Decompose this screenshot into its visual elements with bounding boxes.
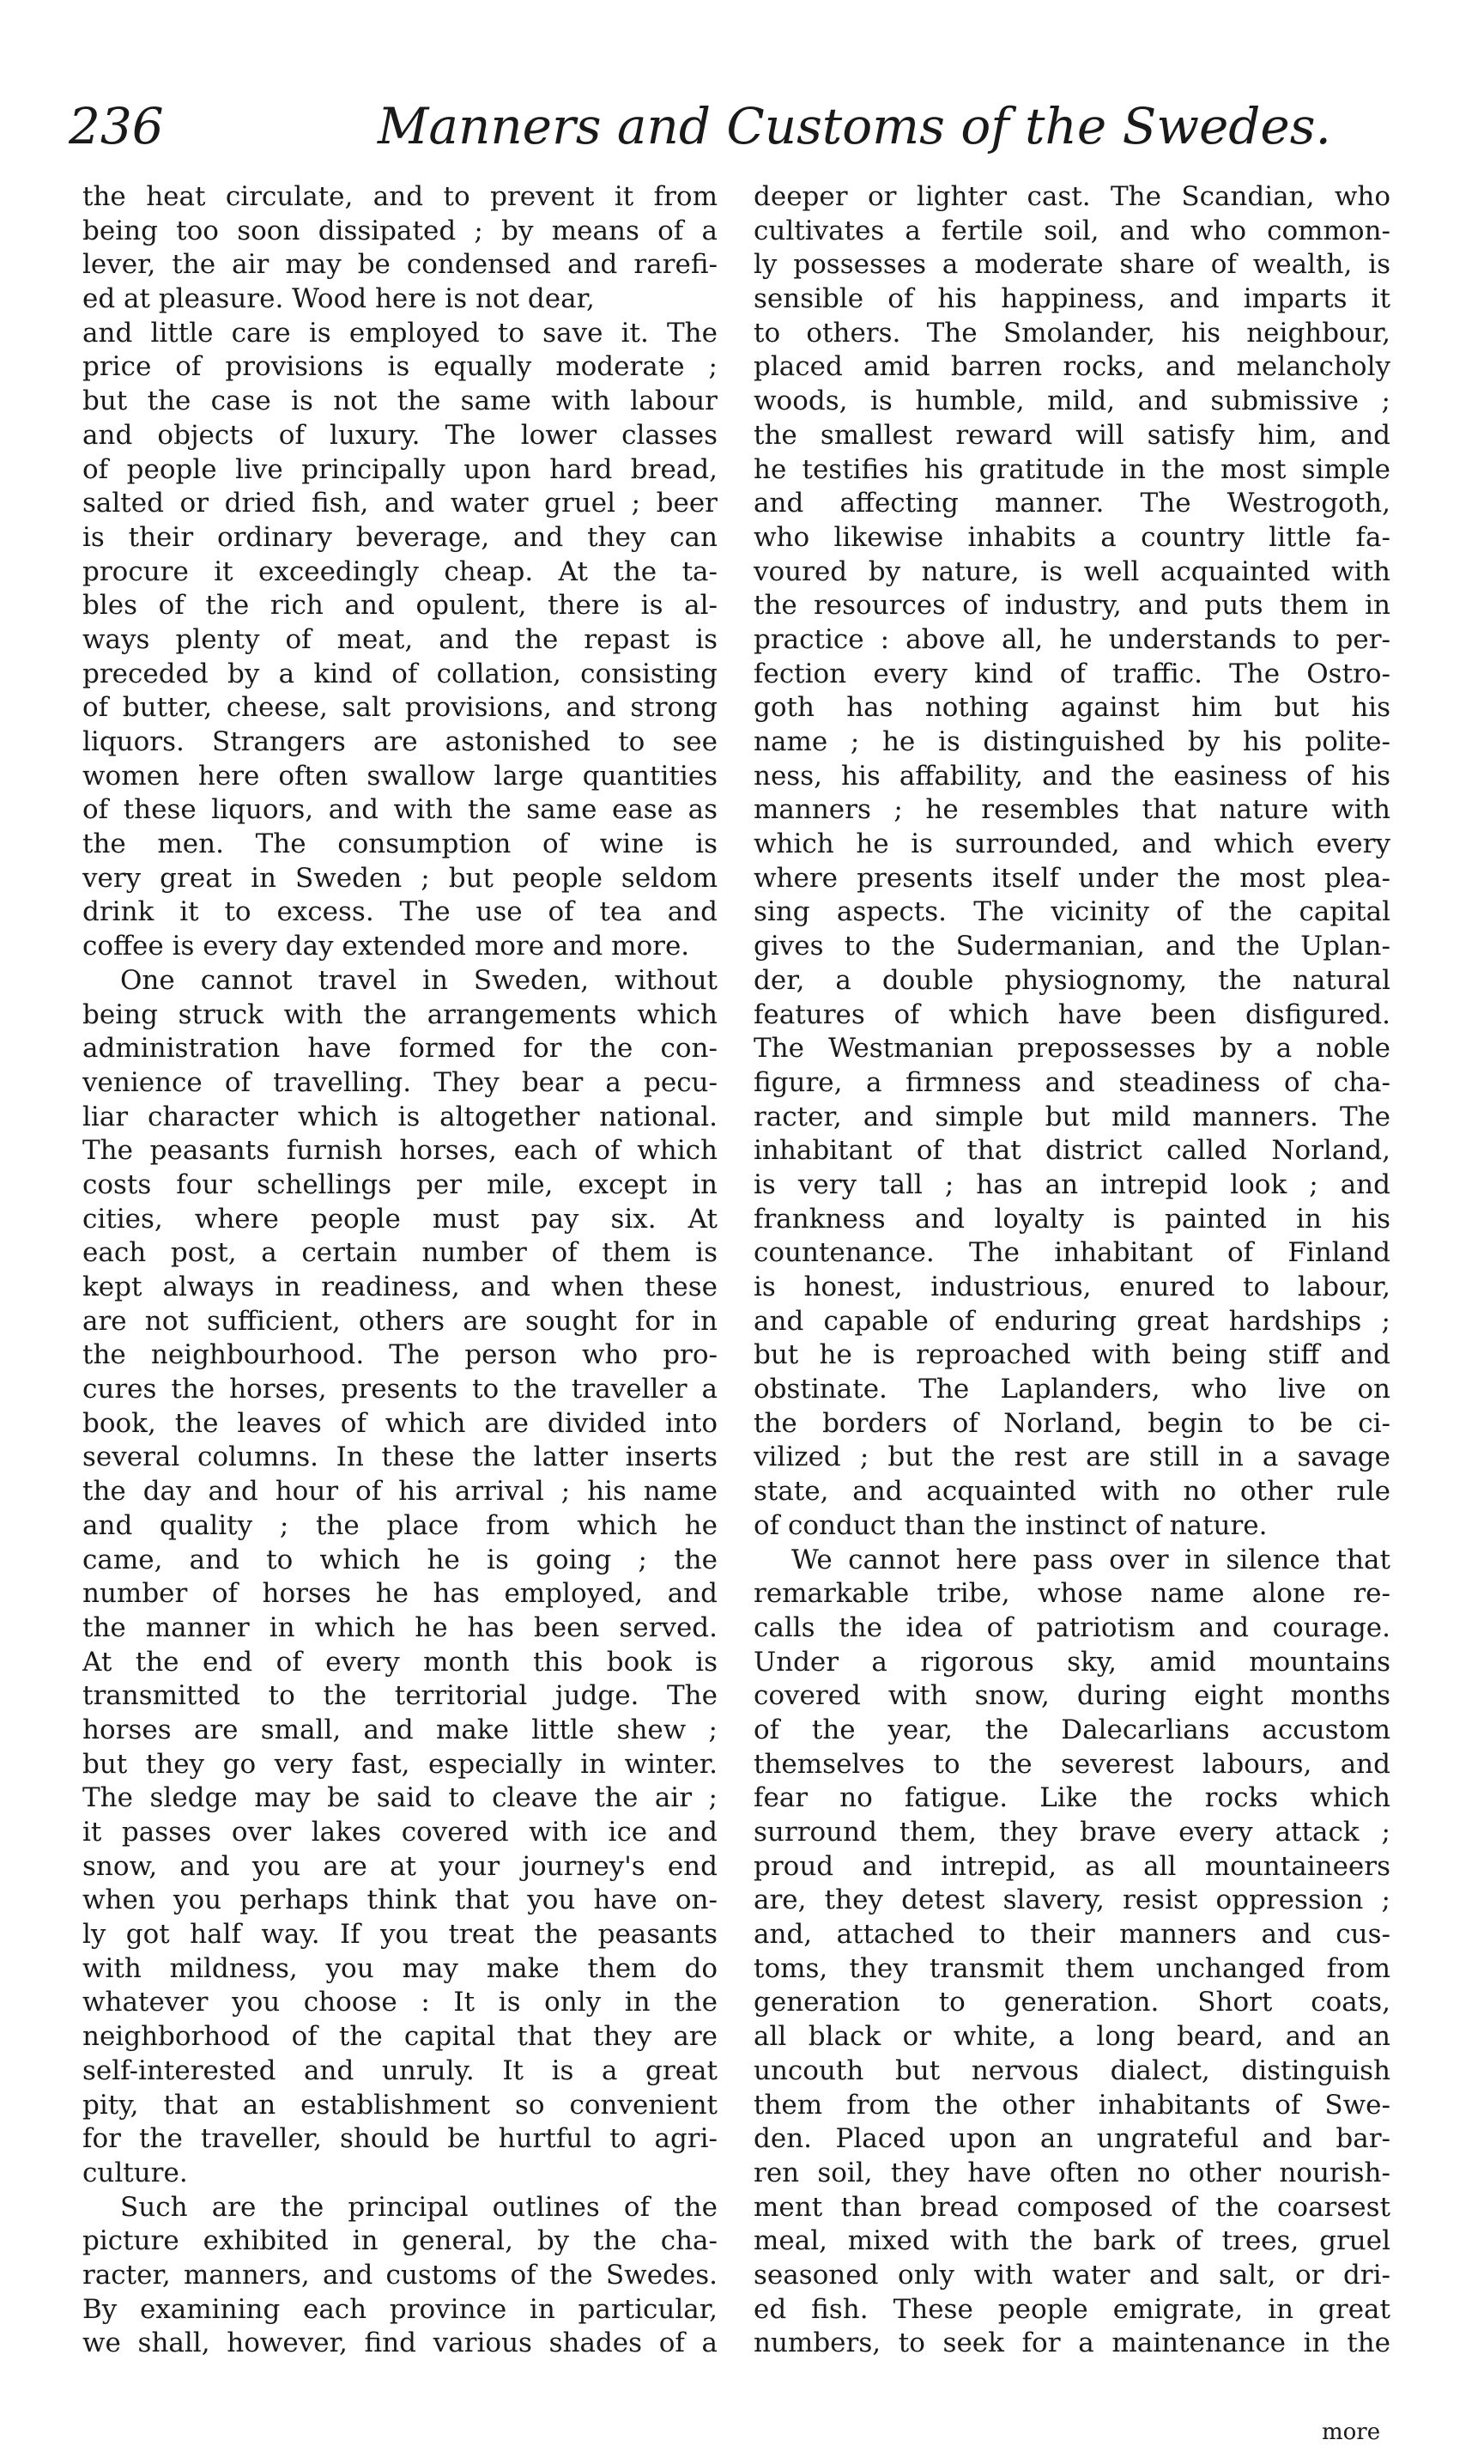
text-line: of these liquors, and with the same ease as [82, 794, 718, 826]
text-line: state, and acquainted with no other rule [754, 1476, 1390, 1508]
text-line: racter, manners, and customs of the Swedes. [82, 2259, 718, 2291]
text-line: horses are small, and make little shew ; [82, 1714, 718, 1745]
running-title: Manners and Customs of the Swedes. [378, 97, 1331, 155]
page-number: 236 [69, 97, 164, 155]
text-line: themselves to the severest labours, and [754, 1748, 1390, 1780]
text-line: voured by nature, is well acquainted with [754, 555, 1390, 587]
text-line: den. Placed upon an ungrateful and bar- [754, 2123, 1390, 2155]
text-line: coffee is every day extended more and more. [82, 931, 690, 962]
text-line: liquors. Strangers are astonished to see [82, 726, 718, 757]
text-line: pity, that an establishment so convenient [82, 2089, 718, 2121]
text-line: number of horses he has employed, and [82, 1578, 718, 1610]
text-line: drink it to excess. The use of tea and [82, 896, 718, 928]
text-line: ly got half way. If you treat the peasants [82, 1919, 718, 1951]
text-line: der, a double physiognomy, the natural [754, 964, 1390, 996]
text-line: meal, mixed with the bark of trees, gruel [754, 2225, 1390, 2257]
text-line: culture. [82, 2157, 188, 2188]
text-line: salted or dried fish, and water gruel ; beer [82, 488, 718, 519]
text-line: neighborhood of the capital that they are [82, 2021, 718, 2053]
text-line: to others. The Smolander, his neighbour, [754, 317, 1390, 349]
text-line: liar character which is altogether national. [82, 1101, 718, 1132]
text-line: self-interested and unruly. It is a great [82, 2054, 718, 2086]
text-line: lever, the air may be condensed and rarefi- [82, 249, 718, 281]
text-line: proud and intrepid, as all mountaineers [754, 1850, 1390, 1882]
text-line: the neighbourhood. The person who pro- [82, 1339, 718, 1371]
text-line: and little care is employed to save it. The [82, 317, 718, 349]
text-line: of people live principally upon hard bread, [82, 453, 718, 485]
text-line: the borders of Norland, begin to be ci- [754, 1407, 1390, 1439]
text-line: ness, his affability, and the easiness of his [754, 760, 1390, 792]
text-line: uncouth but nervous dialect, distinguish [754, 2054, 1390, 2086]
text-line: By examining each province in particular, [82, 2293, 718, 2325]
text-line: which he is surrounded, and which every [754, 828, 1390, 860]
text-line: is very tall ; has an intrepid look ; and [754, 1168, 1390, 1200]
text-line: being too soon dissipated ; by means of a [82, 215, 718, 246]
text-line: whatever you choose : It is only in the [82, 1987, 718, 2018]
text-line: deeper or lighter cast. The Scandian, who [754, 181, 1390, 212]
text-line: the resources of industry, and puts them in [754, 590, 1390, 622]
text-line: inhabitant of that district called Norland, [754, 1135, 1390, 1167]
text-line: price of provisions is equally moderate ; [82, 351, 718, 383]
text-line: The Westmanian prepossesses by a noble [754, 1033, 1390, 1065]
text-line: seasoned only with water and salt, or dri- [754, 2259, 1390, 2291]
right-column [754, 180, 1390, 2361]
text-line: countenance. The inhabitant of Finland [754, 1237, 1390, 1269]
text-line: gives to the Sudermanian, and the Uplan- [754, 931, 1390, 962]
text-line: are, they detest slavery, resist oppression ; [754, 1884, 1390, 1916]
text-line: where presents itself under the most plea- [754, 862, 1390, 894]
text-line: costs four schellings per mile, except in [82, 1168, 718, 1200]
text-line: At the end of every month this book is [82, 1646, 718, 1678]
text-line: features of which have been disfigured. [754, 998, 1390, 1030]
text-line: procure it exceedingly cheap. At the ta- [82, 555, 718, 587]
text-line: but the case is not the same with labour [82, 385, 718, 417]
text-line: toms, they transmit them unchanged from [754, 1952, 1390, 1984]
text-line: calls the idea of patriotism and courage. [754, 1611, 1390, 1643]
text-line: placed amid barren rocks, and melancholy [754, 351, 1390, 383]
text-line: women here often swallow large quantities [82, 760, 718, 792]
text-line: bles of the rich and opulent, there is al- [82, 590, 718, 622]
text-line: with mildness, you may make them do [82, 1952, 718, 1984]
text-line: we shall, however, find various shades of a [82, 2327, 718, 2359]
text-line: frankness and loyalty is painted in his [754, 1203, 1390, 1235]
text-line: each post, a certain number of them is [82, 1237, 718, 1269]
text-line: snow, and you are at your journey's end [82, 1850, 718, 1882]
text-line: the manner in which he has been served. [82, 1611, 718, 1643]
text-line: ly possesses a moderate share of wealth, is [754, 249, 1390, 281]
text-line: the men. The consumption of wine is [82, 828, 718, 860]
text-line: of butter, cheese, salt provisions, and strong [82, 692, 718, 724]
text-line: goth has nothing against him but his [754, 692, 1390, 724]
text-line: and affecting manner. The Westrogoth, [754, 488, 1390, 519]
text-line: obstinate. The Laplanders, who live on [754, 1374, 1390, 1405]
text-line: cities, where people must pay six. At [82, 1203, 718, 1235]
text-line: kept always in readiness, and when these [82, 1271, 718, 1302]
page-header [69, 96, 1408, 156]
text-line: The sledge may be said to cleave the air ; [82, 1782, 718, 1814]
text-line: ment than bread composed of the coarsest [754, 2191, 1390, 2223]
text-line: sensible of his happiness, and imparts it [754, 283, 1390, 315]
text-line: for the traveller, should be hurtful to agri- [82, 2123, 718, 2155]
text-line: of the year, the Dalecarlians accustom [754, 1714, 1390, 1745]
text-line: very great in Sweden ; but people seldom [82, 862, 718, 894]
text-line: surround them, they brave every attack ; [754, 1817, 1390, 1848]
text-line: are not sufficient, others are sought for in [82, 1305, 718, 1337]
text-line: the smallest reward will satisfy him, and [754, 419, 1390, 451]
text-line: cultivates a fertile soil, and who common- [754, 215, 1390, 246]
text-line: figure, a firmness and steadiness of cha- [754, 1066, 1390, 1098]
text-line: ren soil, they have often no other nourish- [754, 2157, 1390, 2188]
text-line: ed fish. These people emigrate, in great [754, 2293, 1390, 2325]
text-line: them from the other inhabitants of Swe- [754, 2089, 1390, 2121]
text-line: venience of travelling. They bear a pecu- [82, 1066, 718, 1098]
text-line: administration have formed for the con- [82, 1033, 718, 1065]
text-line: book, the leaves of which are divided into [82, 1407, 718, 1439]
text-line: name ; he is distinguished by his polite- [754, 726, 1390, 757]
text-line: and, attached to their manners and cus- [754, 1919, 1390, 1951]
text-line: manners ; he resembles that nature with [754, 794, 1390, 826]
text-line: and objects of luxury. The lower classes [82, 419, 718, 451]
text-line: ed at pleasure. Wood here is not dear, [82, 283, 595, 315]
text-line: is honest, industrious, enured to labour, [754, 1271, 1390, 1302]
left-column [82, 180, 718, 2361]
text-line: is their ordinary beverage, and they can [82, 521, 718, 553]
text-line: One cannot travel in Sweden, without [120, 964, 718, 996]
text-line: the day and hour of his arrival ; his name [82, 1476, 718, 1508]
text-line: generation to generation. Short coats, [754, 1987, 1390, 2018]
text-line: who likewise inhabits a country little fa- [754, 521, 1390, 553]
text-line: Under a rigorous sky, amid mountains [754, 1646, 1390, 1678]
text-line: but they go very fast, especially in winter. [82, 1748, 718, 1780]
text-line: picture exhibited in general, by the cha- [82, 2225, 718, 2257]
text-line: and quality ; the place from which he [82, 1509, 718, 1541]
text-line: transmitted to the territorial judge. The [82, 1680, 718, 1712]
text-line: of conduct than the instinct of nature. [754, 1509, 1268, 1541]
text-line: fection every kind of traffic. The Ostro- [754, 658, 1390, 689]
text-line: covered with snow, during eight months [754, 1680, 1390, 1712]
text-line: being struck with the arrangements which [82, 998, 718, 1030]
text-line: vilized ; but the rest are still in a savage [754, 1441, 1390, 1473]
text-line: came, and to which he is going ; the [82, 1544, 718, 1575]
text-line: racter, and simple but mild manners. The [754, 1101, 1390, 1132]
text-line: it passes over lakes covered with ice and [82, 1817, 718, 1848]
text-line: remarkable tribe, whose name alone re- [754, 1578, 1390, 1610]
text-line: the heat circulate, and to prevent it from [82, 181, 718, 212]
text-line: preceded by a kind of collation, consisting [82, 658, 718, 689]
text-line: sing aspects. The vicinity of the capital [754, 896, 1390, 928]
text-line: and capable of enduring great hardships ; [754, 1305, 1390, 1337]
text-line: numbers, to seek for a maintenance in the [754, 2327, 1390, 2359]
text-line: fear no fatigue. Like the rocks which [754, 1782, 1390, 1814]
text-line: but he is reproached with being stiff and [754, 1339, 1390, 1371]
text-line: We cannot here pass over in silence that [791, 1544, 1390, 1575]
text-line: woods, is humble, mild, and submissive ; [754, 385, 1390, 417]
text-line: ways plenty of meat, and the repast is [82, 623, 718, 655]
text-line: all black or white, a long beard, and an [754, 2021, 1390, 2053]
text-line: he testifies his gratitude in the most simple [754, 453, 1390, 485]
text-line: when you perhaps think that you have on- [82, 1884, 718, 1916]
text-line: Such are the principal outlines of the [120, 2191, 718, 2223]
text-line: cures the horses, presents to the traveller a [82, 1374, 718, 1405]
text-line: The peasants furnish horses, each of which [82, 1135, 718, 1167]
text-line: several columns. In these the latter inserts [82, 1441, 718, 1473]
text-line: practice : above all, he understands to per- [754, 623, 1390, 655]
catchword: more [1322, 2419, 1381, 2445]
